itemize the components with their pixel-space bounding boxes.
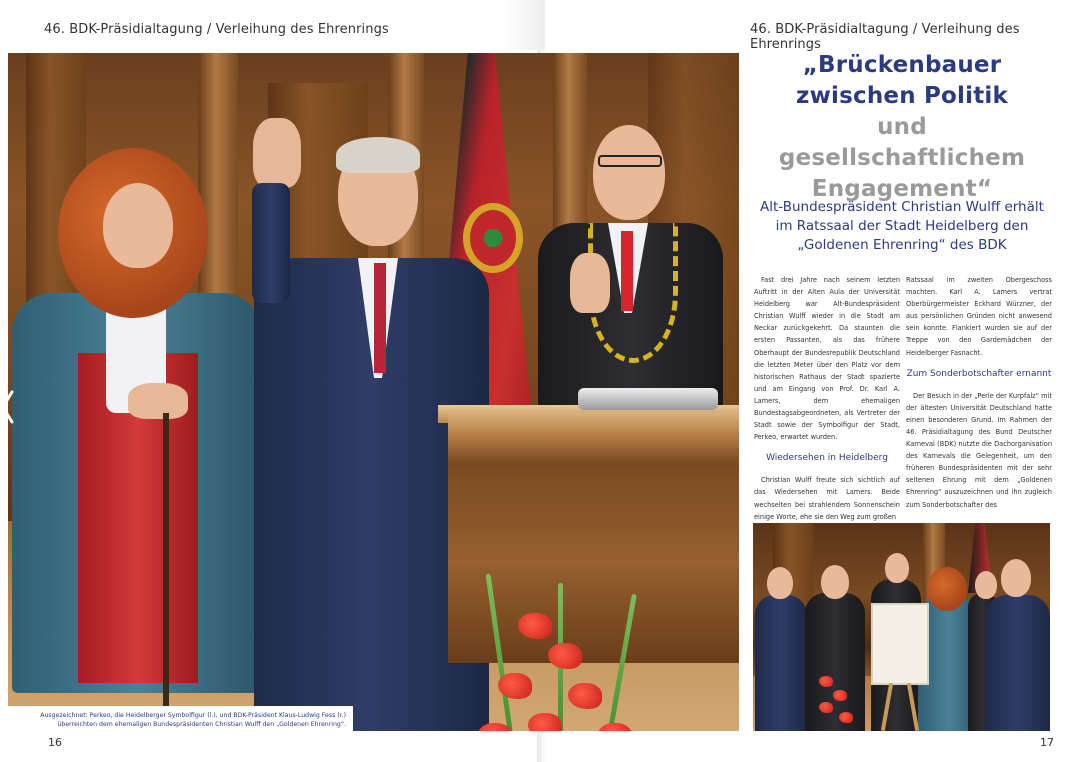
paragraph: Ratssaal im zweiten Obergeschoss machten. Karl A. Lamers vertrat Oberbürgermeister Eckhard Würzner, der aus persönlichen Gründen nicht anwesend sein konnte. Flankiert wurden sie auf der Treppe von den Gardemädchen der Heidelberger Fasnacht. [906, 276, 1052, 357]
gladiolus-bouquet [458, 573, 688, 731]
headline-line-1: „Brückenbauer [802, 52, 1002, 78]
chevron-left-icon [0, 388, 14, 426]
page-number-right: 17 [1040, 736, 1054, 749]
flower-bouquet [815, 668, 865, 731]
lectern-lamp [578, 388, 718, 410]
face [821, 565, 849, 599]
gutter-shade [500, 0, 545, 50]
headline-line-4: Engagement“ [811, 176, 993, 202]
paragraph: Der Besuch in der „Perle der Kurpfalz“ mit der ältesten Universität Deutschland hatte einen besonderen Grund. Im Rahmen der 46. Präsidialtagung des Bund Deutscher Karneval (BDK) nutzte die Dachorganisation des Karnevals die Gelegenheit, um den früheren Bundespräsidenten mit der sehr seltenen Ehrung mit dem „Goldenen Ehrenring“ auszuzeichnen und ihn zugleich zum Sonderbotschafter des [906, 391, 1052, 509]
cane [163, 413, 169, 731]
photo-caption [40, 709, 352, 730]
raised-arm [252, 183, 290, 303]
glasses [598, 155, 662, 167]
paragraph: Fast drei Jahre nach seinem letzten Auftritt in der Alten Aula der Universität Heidelberg war Alt-Bundespräsident Christian Wulff wieder in die Stadt am Neckar zurückgekehrt. Da staunten die ersten Passanten, als das frühere Oberhaupt der Bundesrepublik Deutschland die letzten Meter über den Platz vor dem historischen Rathaus der Stadt spazierte und am Eingang von Prof. Dr. Karl A. Lamers, dem ehemaligen Bundestagsabgeordneten, als Vertreter der Stadt sowie der Symbolfigur der Stadt, Perkeo, erwartet wurden. [754, 276, 900, 442]
caption-line-2: überreichten dem ehemaligen Bundespräsidenten Christian Wulff den „Goldenen Ehrenring“. [57, 721, 346, 728]
running-head-right: 46. BDK-Präsidialtagung / Verleihung des Ehrenrings [750, 22, 1020, 52]
red-wig [927, 567, 967, 611]
face [1001, 559, 1031, 597]
headline-line-2: zwischen Politik [796, 83, 1008, 109]
face [767, 567, 793, 599]
article-subheadline: Alt-Bundespräsident Christian Wulff erhält im Ratssaal der Stadt Heidelberg den „Goldenen Ehrenring“ des BDK [760, 199, 1044, 253]
paragraph: Christian Wulff freute sich sichtlich auf das Wiedersehen mit Lamers. Beide wechselten bei strahlendem Sonnenschein einige Worte, ehe sie den Weg zum großen [754, 476, 900, 521]
face [885, 553, 909, 583]
text-column-2 [906, 274, 1052, 511]
certificate-on-easel [871, 603, 929, 685]
prev-page-button[interactable] [0, 388, 14, 426]
group-photo [753, 523, 1050, 731]
caption-line-1: Ausgezeichnet: Perkeo, die Heidelberger Symbolfigur (l.), und BDK-Präsident Klaus-Ludwig Fess (r.) [40, 712, 346, 719]
page-number-left: 16 [48, 736, 62, 749]
section-heading: Wiedersehen in Heidelberg [766, 453, 888, 464]
main-photo [8, 53, 739, 731]
waving-hand [253, 118, 301, 188]
section-heading: Zum Sonderbotschafter ernannt [906, 368, 1052, 379]
person-1 [755, 595, 807, 731]
text-column-1 [754, 274, 900, 523]
face [593, 125, 665, 220]
purple-tie [374, 263, 386, 373]
headline-line-3: und gesellschaftlichem [778, 114, 1026, 171]
face [975, 571, 997, 599]
hands-on-cane [128, 383, 188, 419]
person-wulff [985, 595, 1050, 731]
article-headline [752, 50, 1052, 205]
clapping-hands [570, 253, 610, 313]
face [103, 183, 173, 268]
running-head-left: 46. BDK-Präsidialtagung / Verleihung des Ehrenrings [44, 22, 389, 37]
grey-hair [336, 137, 420, 173]
